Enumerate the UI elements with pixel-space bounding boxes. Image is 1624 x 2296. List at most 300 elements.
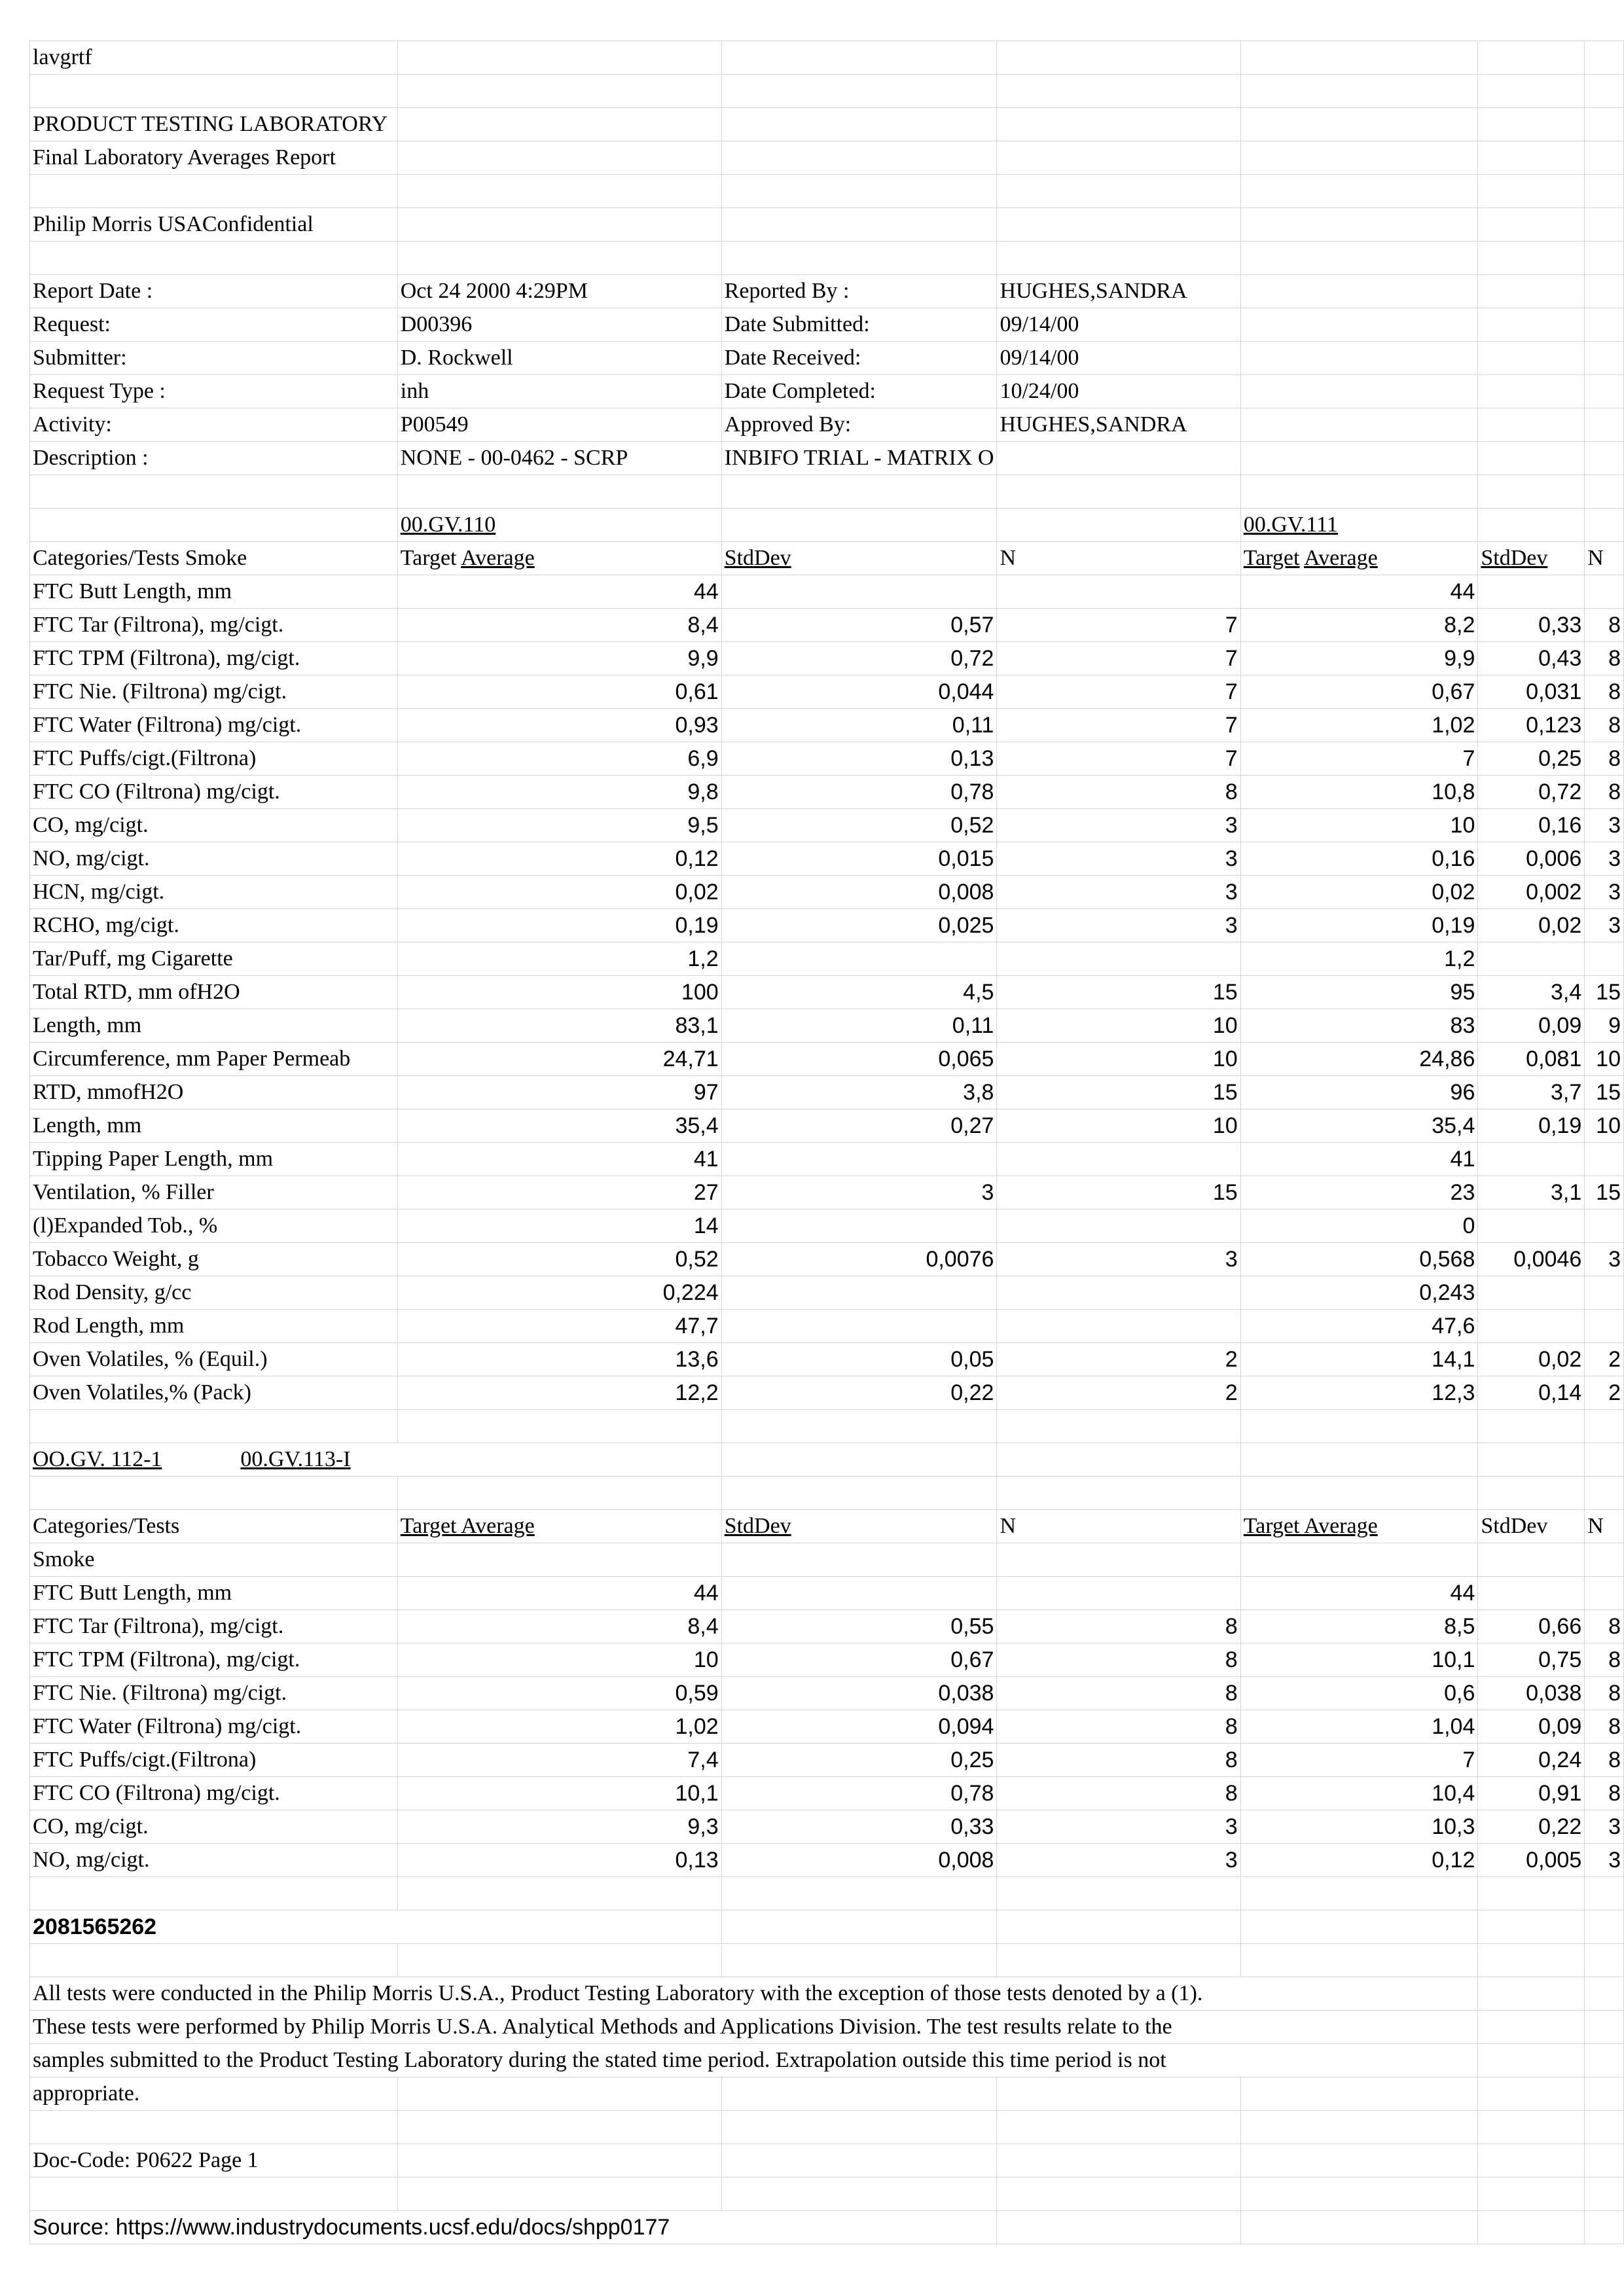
s2-average-a: 9,3 [397,1810,721,1844]
s1-test-name: FTC Butt Length, mm [30,575,398,609]
s1-test-name: Total RTD, mm ofH2O [30,976,398,1009]
s1-test-name: Tobacco Weight, g [30,1243,398,1276]
s2-average-a: 10,1 [397,1777,721,1810]
s1-average-a: 8,4 [397,609,721,642]
report-sheet [29,41,1624,2244]
s1-average-a: 6,9 [397,742,721,776]
s1-average-b: 1,2 [1240,942,1478,976]
col-target-average-a [397,542,721,575]
reported-by-value: HUGHES,SANDRA [997,275,1240,308]
description-label: Description : [30,442,398,475]
s1-n-a: 3 [997,1243,1240,1276]
table-row [30,1810,1624,1844]
s2-stddev-a: 0,008 [721,1844,997,1877]
s1-n-a: 10 [997,1043,1240,1076]
grid-body [30,41,1624,2244]
s1-n-a: 10 [997,1109,1240,1143]
col-n-b: N [1585,542,1624,575]
s1-average-a: 0,02 [397,876,721,909]
s1-n-a: 10 [997,1009,1240,1043]
s1-test-name: RTD, mmofH2O [30,1076,398,1109]
table-row [30,909,1624,942]
table-row [30,1677,1624,1710]
table-row [30,1210,1624,1243]
s1-average-b: 47,6 [1240,1310,1478,1343]
s1-average-a: 44 [397,575,721,609]
lab-name: PRODUCT TESTING LABORATORY [30,108,398,141]
s1-n-a: 3 [997,809,1240,842]
s1-stddev-a: 0,05 [721,1343,997,1376]
s2-average-a: 1,02 [397,1710,721,1744]
s1-test-name: RCHO, mg/cigt. [30,909,398,942]
s2-average-b: 0,6 [1240,1677,1478,1710]
table-row [30,1276,1624,1310]
s1-stddev-a [721,1310,997,1343]
s1-stddev-b: 0,25 [1478,742,1585,776]
request-label: Request: [30,308,398,342]
table-row [30,675,1624,709]
s1-n-b: 10 [1585,1043,1624,1076]
s2-average-a: 0,13 [397,1844,721,1877]
s1-stddev-a [721,1210,997,1243]
s1-average-b: 24,86 [1240,1043,1478,1076]
sample-d-header: 00.GV.113-I [240,1447,351,1471]
table-row [30,942,1624,976]
s2-n-a: 8 [997,1643,1240,1677]
s1-test-name: Ventilation, % Filler [30,1176,398,1210]
report-code: lavgrtf [30,41,398,75]
s1-test-name: Oven Volatiles, % (Equil.) [30,1343,398,1376]
s1-test-name: CO, mg/cigt. [30,809,398,842]
s2-average-b: 10,4 [1240,1777,1478,1810]
s1-average-a: 9,5 [397,809,721,842]
s1-n-b: 15 [1585,1176,1624,1210]
col-n-c: N [997,1510,1240,1543]
s1-average-a: 13,6 [397,1343,721,1376]
s1-stddev-a: 0,72 [721,642,997,675]
s1-stddev-a: 3 [721,1176,997,1210]
col-categories: Categories/Tests Smoke [30,542,398,575]
s2-test-name: FTC Nie. (Filtrona) mg/cigt. [30,1677,398,1710]
s2-test-name: FTC Tar (Filtrona), mg/cigt. [30,1610,398,1643]
s1-n-a [997,575,1240,609]
table-row [30,1844,1624,1877]
s1-average-b: 83 [1240,1009,1478,1043]
s2-n-a: 3 [997,1810,1240,1844]
s2-n-b: 3 [1585,1844,1624,1877]
s1-n-b [1585,1276,1624,1310]
submitter-value: D. Rockwell [397,342,721,375]
s2-test-name: FTC CO (Filtrona) mg/cigt. [30,1777,398,1810]
s1-average-a: 24,71 [397,1043,721,1076]
s1-n-b [1585,942,1624,976]
approved-by-value: HUGHES,SANDRA [997,408,1240,442]
s1-stddev-a: 0,015 [721,842,997,876]
s1-average-b: 23 [1240,1176,1478,1210]
s2-average-b: 7 [1240,1744,1478,1777]
s2-stddev-b: 0,75 [1478,1643,1585,1677]
col-target-average-d: Target Average [1240,1510,1478,1543]
date-completed-value: 10/24/00 [997,375,1240,408]
s2-n-b: 8 [1585,1777,1624,1810]
s1-average-a: 35,4 [397,1109,721,1143]
s1-n-a: 8 [997,776,1240,809]
s1-average-b: 10 [1240,809,1478,842]
table-row [30,642,1624,675]
col-target-average-c: Target Average [397,1510,721,1543]
s1-n-a: 15 [997,1176,1240,1210]
target-label: Target [400,546,457,570]
s1-stddev-a: 0,11 [721,1009,997,1043]
s2-n-b: 8 [1585,1643,1624,1677]
s1-average-a: 9,9 [397,642,721,675]
s1-average-b: 0,67 [1240,675,1478,709]
s2-stddev-b: 0,22 [1478,1810,1585,1844]
s1-stddev-a [721,942,997,976]
s1-average-b: 8,2 [1240,609,1478,642]
s1-stddev-b: 0,0046 [1478,1243,1585,1276]
s2-n-b: 8 [1585,1610,1624,1643]
s1-stddev-b: 0,43 [1478,642,1585,675]
s1-n-a: 3 [997,876,1240,909]
s2-stddev-a: 0,67 [721,1643,997,1677]
table-row [30,1076,1624,1109]
s1-stddev-b [1478,1210,1585,1243]
s2-stddev-b: 0,66 [1478,1610,1585,1643]
s1-test-name: Tar/Puff, mg Cigarette [30,942,398,976]
s1-stddev-b: 0,006 [1478,842,1585,876]
s1-n-a: 3 [997,909,1240,942]
col-categories-2: Categories/Tests [30,1510,398,1543]
table-row [30,1376,1624,1410]
table-row [30,1176,1624,1210]
s1-average-a: 1,2 [397,942,721,976]
s2-average-a: 44 [397,1577,721,1610]
s1-n-a [997,942,1240,976]
s2-n-b: 8 [1585,1677,1624,1710]
s2-n-a: 8 [997,1744,1240,1777]
s2-test-name: FTC Water (Filtrona) mg/cigt. [30,1710,398,1744]
s1-test-name: FTC TPM (Filtrona), mg/cigt. [30,642,398,675]
s1-stddev-a: 0,044 [721,675,997,709]
s2-stddev-a: 0,78 [721,1777,997,1810]
s1-test-name: FTC Nie. (Filtrona) mg/cigt. [30,675,398,709]
s1-average-b: 0 [1240,1210,1478,1243]
s1-average-a: 12,2 [397,1376,721,1410]
s2-stddev-a [721,1577,997,1610]
report-date-value: Oct 24 2000 4:29PM [397,275,721,308]
table-row [30,776,1624,809]
s2-n-a [997,1577,1240,1610]
s1-test-name: FTC Puffs/cigt.(Filtrona) [30,742,398,776]
s2-n-a: 8 [997,1710,1240,1744]
group-label-smoke: Smoke [30,1543,398,1577]
s1-stddev-b: 0,031 [1478,675,1585,709]
s1-stddev-a: 4,5 [721,976,997,1009]
s2-stddev-b: 0,24 [1478,1744,1585,1777]
s1-n-b: 8 [1585,709,1624,742]
description-extra: INBIFO TRIAL - MATRIX O [721,442,997,475]
s1-stddev-b: 0,72 [1478,776,1585,809]
s1-average-b: 41 [1240,1143,1478,1176]
s1-stddev-b [1478,1143,1585,1176]
description-value: NONE - 00-0462 - SCRP [397,442,721,475]
table-row [30,1777,1624,1810]
s1-average-b: 14,1 [1240,1343,1478,1376]
s1-average-b: 44 [1240,575,1478,609]
s2-average-b: 44 [1240,1577,1478,1610]
s1-average-b: 95 [1240,976,1478,1009]
col-target-average-b [1240,542,1478,575]
s2-average-b: 0,12 [1240,1844,1478,1877]
s1-test-name: (l)Expanded Tob., % [30,1210,398,1243]
report-grid [29,41,1624,2244]
s1-n-b: 15 [1585,976,1624,1009]
s2-average-b: 1,04 [1240,1710,1478,1744]
s1-stddev-a: 0,27 [721,1109,997,1143]
s1-n-b [1585,1210,1624,1243]
s1-n-b: 9 [1585,1009,1624,1043]
date-received-value: 09/14/00 [997,342,1240,375]
s2-n-a: 8 [997,1610,1240,1643]
table-row [30,1343,1624,1376]
s1-n-a: 15 [997,976,1240,1009]
s1-average-a: 0,224 [397,1276,721,1310]
s1-stddev-a: 0,008 [721,876,997,909]
s1-average-b: 0,568 [1240,1243,1478,1276]
s2-stddev-b: 0,09 [1478,1710,1585,1744]
s2-stddev-b [1478,1577,1585,1610]
s1-test-name: FTC Water (Filtrona) mg/cigt. [30,709,398,742]
s1-average-a: 47,7 [397,1310,721,1343]
request-value: D00396 [397,308,721,342]
average-label: Average [1304,546,1378,570]
s2-average-b: 10,3 [1240,1810,1478,1844]
s2-test-name: NO, mg/cigt. [30,1844,398,1877]
s1-n-b: 8 [1585,609,1624,642]
s1-stddev-b: 3,7 [1478,1076,1585,1109]
s1-n-a: 15 [997,1076,1240,1109]
s1-stddev-b [1478,942,1585,976]
col-stddev-d: StdDev [1478,1510,1585,1543]
s1-n-b [1585,1143,1624,1176]
col-stddev-b: StdDev [1478,542,1585,575]
s1-stddev-b: 0,09 [1478,1009,1585,1043]
s2-average-b: 10,1 [1240,1643,1478,1677]
s1-n-a: 7 [997,742,1240,776]
s1-average-b: 9,9 [1240,642,1478,675]
s1-stddev-a [721,1143,997,1176]
s1-stddev-b: 0,19 [1478,1109,1585,1143]
s1-stddev-a: 3,8 [721,1076,997,1109]
s1-stddev-a: 0,11 [721,709,997,742]
table-row [30,1710,1624,1744]
request-type-label: Request Type : [30,375,398,408]
s1-test-name: Oven Volatiles,% (Pack) [30,1376,398,1410]
s2-stddev-b: 0,91 [1478,1777,1585,1810]
s1-stddev-b [1478,1276,1585,1310]
s1-n-a: 3 [997,842,1240,876]
s2-n-b: 3 [1585,1810,1624,1844]
s1-average-b: 0,243 [1240,1276,1478,1310]
s1-average-b: 1,02 [1240,709,1478,742]
s1-n-b: 8 [1585,675,1624,709]
table-row [30,1310,1624,1343]
s1-n-b: 8 [1585,742,1624,776]
col-n-d: N [1585,1510,1624,1543]
date-submitted-value: 09/14/00 [997,308,1240,342]
date-submitted-label: Date Submitted: [721,308,997,342]
s1-test-name: Length, mm [30,1009,398,1043]
report-date-label: Report Date : [30,275,398,308]
s1-stddev-a: 0,0076 [721,1243,997,1276]
s1-average-b: 35,4 [1240,1109,1478,1143]
note-line-3: samples submitted to the Product Testing Laboratory during the stated time period. Extrapolation outside this time period is not [30,2044,1478,2077]
approved-by-label: Approved By: [721,408,997,442]
s1-n-b: 2 [1585,1343,1624,1376]
s2-average-b: 8,5 [1240,1610,1478,1643]
s1-test-name: FTC Tar (Filtrona), mg/cigt. [30,609,398,642]
s1-average-a: 41 [397,1143,721,1176]
s1-average-a: 14 [397,1210,721,1243]
s1-n-b: 2 [1585,1376,1624,1410]
s2-n-b: 8 [1585,1744,1624,1777]
average-label: Average [461,546,535,570]
s1-n-a: 7 [997,609,1240,642]
s1-stddev-a: 0,78 [721,776,997,809]
s1-n-b: 10 [1585,1109,1624,1143]
s1-n-b: 3 [1585,876,1624,909]
s2-stddev-b: 0,005 [1478,1844,1585,1877]
s2-test-name: FTC TPM (Filtrona), mg/cigt. [30,1643,398,1677]
date-completed-label: Date Completed: [721,375,997,408]
doc-code: Doc-Code: P0622 Page 1 [30,2144,398,2178]
s1-stddev-b: 3,1 [1478,1176,1585,1210]
s1-stddev-a: 0,13 [721,742,997,776]
s1-n-b: 3 [1585,909,1624,942]
report-title: Final Laboratory Averages Report [30,141,398,175]
s1-average-b: 96 [1240,1076,1478,1109]
document-id: 2081565262 [30,1910,722,1944]
s1-n-b: 8 [1585,776,1624,809]
table-row [30,575,1624,609]
s2-average-a: 10 [397,1643,721,1677]
s1-n-b [1585,575,1624,609]
source-url: Source: https://www.industrydocuments.ucsf.edu/docs/shpp0177 [30,2211,997,2244]
s1-average-b: 7 [1240,742,1478,776]
s1-n-a: 7 [997,675,1240,709]
s1-stddev-b: 0,16 [1478,809,1585,842]
s1-average-a: 0,12 [397,842,721,876]
activity-label: Activity: [30,408,398,442]
table-row [30,1043,1624,1076]
s1-stddev-b: 0,02 [1478,909,1585,942]
s2-n-a: 8 [997,1677,1240,1710]
table-row [30,1577,1624,1610]
request-type-value: inh [397,375,721,408]
date-received-label: Date Received: [721,342,997,375]
table-row [30,1610,1624,1643]
s1-stddev-a [721,575,997,609]
s1-n-b: 8 [1585,642,1624,675]
s1-stddev-a: 0,57 [721,609,997,642]
s1-average-b: 10,8 [1240,776,1478,809]
table-row [30,1243,1624,1276]
s2-stddev-a: 0,038 [721,1677,997,1710]
s2-test-name: CO, mg/cigt. [30,1810,398,1844]
col-stddev-a: StdDev [721,542,997,575]
table-row [30,842,1624,876]
s1-stddev-a [721,1276,997,1310]
table-row [30,709,1624,742]
note-line-2: These tests were performed by Philip Morris U.S.A. Analytical Methods and Applications Division. The test results relate to the [30,2011,1478,2044]
table-row [30,1109,1624,1143]
s1-test-name: Rod Length, mm [30,1310,398,1343]
s2-average-a: 8,4 [397,1610,721,1643]
table-row [30,609,1624,642]
s2-n-a: 8 [997,1777,1240,1810]
s1-n-b: 3 [1585,809,1624,842]
s2-stddev-b: 0,038 [1478,1677,1585,1710]
submitter-label: Submitter: [30,342,398,375]
s1-stddev-b: 3,4 [1478,976,1585,1009]
s1-stddev-a: 0,025 [721,909,997,942]
s1-test-name: Tipping Paper Length, mm [30,1143,398,1176]
s1-n-b: 3 [1585,842,1624,876]
s1-stddev-b [1478,575,1585,609]
s1-test-name: Rod Density, g/cc [30,1276,398,1310]
s2-test-name: FTC Puffs/cigt.(Filtrona) [30,1744,398,1777]
s1-average-b: 0,19 [1240,909,1478,942]
s2-stddev-a: 0,094 [721,1710,997,1744]
s1-stddev-b: 0,123 [1478,709,1585,742]
s1-test-name: FTC CO (Filtrona) mg/cigt. [30,776,398,809]
s1-n-a: 2 [997,1376,1240,1410]
s1-n-a [997,1143,1240,1176]
table-row [30,1009,1624,1043]
s1-stddev-b: 0,002 [1478,876,1585,909]
s1-n-b: 15 [1585,1076,1624,1109]
s2-average-a: 7,4 [397,1744,721,1777]
s1-stddev-b: 0,33 [1478,609,1585,642]
note-line-4: appropriate. [30,2077,398,2111]
s1-n-a: 7 [997,709,1240,742]
s1-average-a: 100 [397,976,721,1009]
s1-test-name: NO, mg/cigt. [30,842,398,876]
reported-by-label: Reported By : [721,275,997,308]
s1-stddev-a: 0,52 [721,809,997,842]
sample-b-header: 00.GV.111 [1240,509,1478,542]
s1-average-b: 12,3 [1240,1376,1478,1410]
s1-test-name: Length, mm [30,1109,398,1143]
s1-average-a: 27 [397,1176,721,1210]
s1-average-a: 0,52 [397,1243,721,1276]
s2-stddev-a: 0,33 [721,1810,997,1844]
s2-n-b [1585,1577,1624,1610]
s1-test-name: HCN, mg/cigt. [30,876,398,909]
s1-n-a [997,1210,1240,1243]
s1-stddev-b: 0,02 [1478,1343,1585,1376]
sample-c-header: OO.GV. 112-1 [33,1447,162,1471]
s2-stddev-a: 0,55 [721,1610,997,1643]
s1-n-b: 3 [1585,1243,1624,1276]
s1-average-b: 0,02 [1240,876,1478,909]
s2-test-name: FTC Butt Length, mm [30,1577,398,1610]
table-row [30,976,1624,1009]
table-row [30,1143,1624,1176]
section2-samples [30,1443,722,1477]
s2-n-a: 3 [997,1844,1240,1877]
